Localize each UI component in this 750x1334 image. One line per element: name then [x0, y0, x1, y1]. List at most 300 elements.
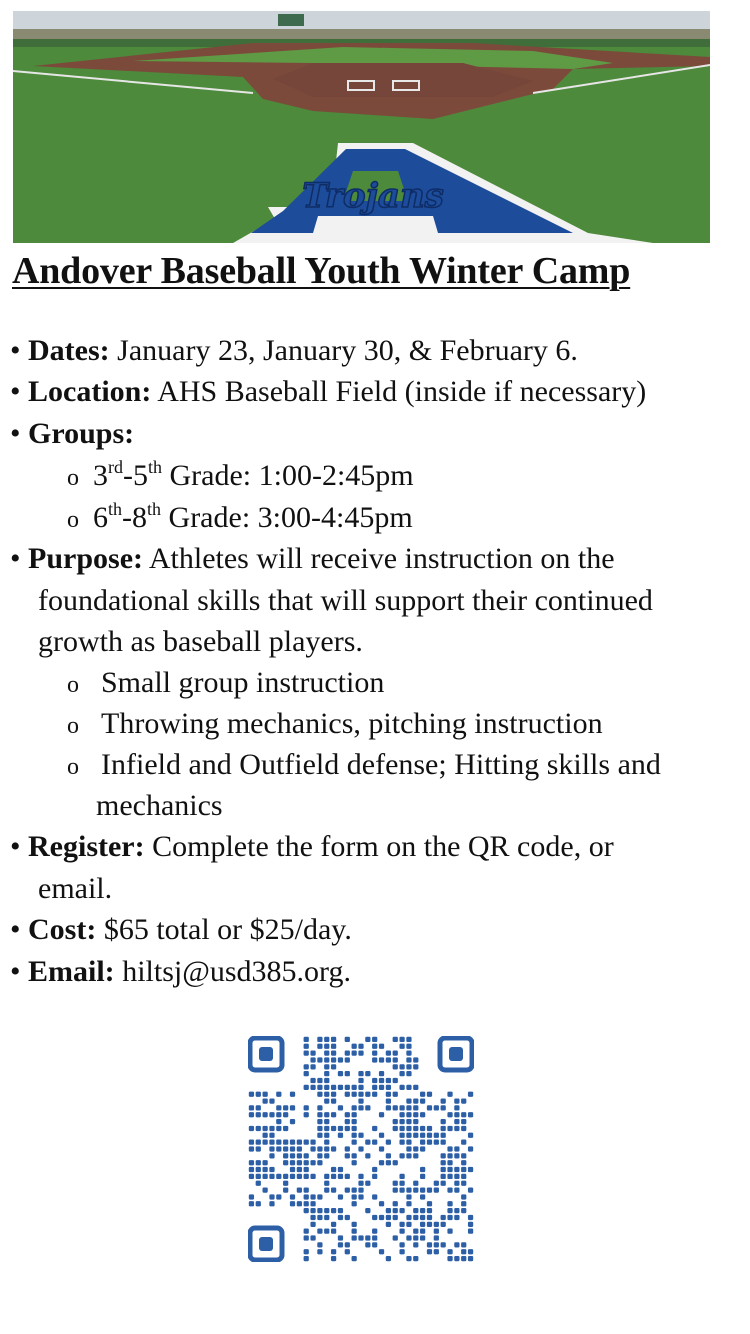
qr-module [290, 1167, 295, 1172]
qr-module [468, 1167, 473, 1172]
qr-module [454, 1112, 459, 1117]
qr-module [386, 1215, 391, 1220]
qr-modules [249, 1037, 473, 1261]
cost-label: Cost: [28, 913, 97, 946]
qr-module [393, 1181, 398, 1186]
qr-module [297, 1187, 302, 1192]
qr-module [304, 1044, 309, 1049]
qr-module [290, 1174, 295, 1179]
qr-module [420, 1215, 425, 1220]
qr-module [358, 1078, 363, 1083]
qr-module [399, 1208, 404, 1213]
qr-module [331, 1229, 336, 1234]
qr-module [406, 1201, 411, 1206]
qr-module [324, 1208, 329, 1213]
qr-module [249, 1194, 254, 1199]
qr-module [276, 1140, 281, 1145]
qr-module [413, 1112, 418, 1117]
qr-module [256, 1140, 261, 1145]
qr-module [358, 1181, 363, 1186]
qr-module [290, 1153, 295, 1158]
qr-module [393, 1215, 398, 1220]
qr-module [393, 1160, 398, 1165]
sub-bullet: o [67, 672, 79, 698]
qr-module [352, 1229, 357, 1234]
qr-module [413, 1133, 418, 1138]
qr-module [256, 1160, 261, 1165]
qr-module [317, 1208, 322, 1213]
qr-module [358, 1174, 363, 1179]
qr-module [345, 1146, 350, 1151]
qr-module [441, 1098, 446, 1103]
qr-module [420, 1194, 425, 1199]
qr-module [269, 1133, 274, 1138]
qr-module [372, 1078, 377, 1083]
qr-module [276, 1119, 281, 1124]
qr-module [269, 1153, 274, 1158]
qr-module [468, 1112, 473, 1117]
qr-module [399, 1249, 404, 1254]
qr-module [454, 1153, 459, 1158]
qr-module [379, 1133, 384, 1138]
qr-module [427, 1208, 432, 1213]
qr-module [249, 1167, 254, 1172]
qr-module [324, 1078, 329, 1083]
qr-module [399, 1119, 404, 1124]
qr-module [441, 1105, 446, 1110]
qr-module [372, 1057, 377, 1062]
dates-line [10, 331, 578, 371]
bullet: • [10, 334, 21, 367]
qr-module [331, 1092, 336, 1097]
qr-module [317, 1037, 322, 1042]
qr-module [393, 1051, 398, 1056]
qr-module [420, 1235, 425, 1240]
qr-module [454, 1256, 459, 1261]
purpose-label: Purpose: [28, 542, 144, 575]
qr-module [338, 1085, 343, 1090]
qr-module [352, 1153, 357, 1158]
qr-module [283, 1181, 288, 1186]
qr-module [441, 1222, 446, 1227]
qr-module [269, 1201, 274, 1206]
qr-module [345, 1242, 350, 1247]
qr-module [345, 1092, 350, 1097]
qr-module [420, 1146, 425, 1151]
qr-module [338, 1071, 343, 1076]
qr-module [317, 1249, 322, 1254]
qr-module [454, 1187, 459, 1192]
qr-module [304, 1037, 309, 1042]
qr-module [365, 1105, 370, 1110]
qr-module [413, 1064, 418, 1069]
purpose-item-1: o Small group instruction [67, 666, 385, 699]
qr-module [283, 1174, 288, 1179]
bullet: • [10, 375, 21, 408]
qr-module [427, 1105, 432, 1110]
qr-module [399, 1242, 404, 1247]
qr-module [365, 1037, 370, 1042]
qr-module [269, 1140, 274, 1145]
qr-module [454, 1181, 459, 1186]
qr-module [324, 1153, 329, 1158]
qr-module [454, 1146, 459, 1151]
qr-code[interactable] [248, 1036, 474, 1262]
qr-module [379, 1044, 384, 1049]
qr-module [434, 1105, 439, 1110]
location-line [10, 372, 646, 412]
qr-module [297, 1146, 302, 1151]
qr-module [263, 1174, 268, 1179]
qr-module [372, 1044, 377, 1049]
qr-module [345, 1153, 350, 1158]
qr-module [263, 1187, 268, 1192]
qr-module [269, 1194, 274, 1199]
register-line-2: email. [38, 872, 113, 905]
qr-module [372, 1174, 377, 1179]
purpose-item-3: o Infield and Outfield defense; Hitting skills and [67, 748, 661, 781]
qr-module [386, 1160, 391, 1165]
qr-module [310, 1222, 315, 1227]
qr-module [324, 1181, 329, 1186]
qr-module [386, 1153, 391, 1158]
qr-module [304, 1051, 309, 1056]
qr-module [454, 1105, 459, 1110]
qr-module [413, 1215, 418, 1220]
qr-module [420, 1174, 425, 1179]
qr-module [338, 1126, 343, 1131]
qr-module [399, 1229, 404, 1234]
qr-module [290, 1194, 295, 1199]
qr-module [441, 1140, 446, 1145]
qr-module [393, 1235, 398, 1240]
qr-module [386, 1098, 391, 1103]
qr-module [310, 1215, 315, 1220]
qr-module [310, 1208, 315, 1213]
qr-module [331, 1256, 336, 1261]
qr-module [399, 1174, 404, 1179]
qr-module [331, 1222, 336, 1227]
qr-module [345, 1249, 350, 1254]
qr-module [345, 1174, 350, 1179]
qr-module [393, 1201, 398, 1206]
qr-module [256, 1126, 261, 1131]
qr-module [317, 1105, 322, 1110]
qr-module [386, 1085, 391, 1090]
qr-module [297, 1153, 302, 1158]
qr-module [338, 1133, 343, 1138]
qr-module [269, 1174, 274, 1179]
qr-module [283, 1146, 288, 1151]
qr-module [441, 1126, 446, 1131]
email-line [10, 952, 351, 992]
qr-module [406, 1098, 411, 1103]
qr-module [317, 1229, 322, 1234]
qr-module [331, 1037, 336, 1042]
qr-module [352, 1044, 357, 1049]
qr-module [283, 1187, 288, 1192]
dates-label: Dates: [28, 334, 110, 367]
qr-module [338, 1105, 343, 1110]
qr-module [434, 1187, 439, 1192]
qr-module [447, 1112, 452, 1117]
qr-module [345, 1085, 350, 1090]
qr-module [372, 1167, 377, 1172]
qr-module [420, 1092, 425, 1097]
qr-module [276, 1105, 281, 1110]
qr-module [324, 1085, 329, 1090]
qr-module [406, 1119, 411, 1124]
qr-module [372, 1051, 377, 1056]
qr-module [413, 1098, 418, 1103]
qr-module [249, 1201, 254, 1206]
qr-module [427, 1133, 432, 1138]
qr-module [331, 1044, 336, 1049]
qr-module [393, 1064, 398, 1069]
sub-bullet: o [67, 754, 79, 780]
qr-module [352, 1194, 357, 1199]
qr-module [468, 1146, 473, 1151]
qr-module [317, 1242, 322, 1247]
qr-module [304, 1064, 309, 1069]
qr-module [447, 1215, 452, 1220]
qr-module [269, 1098, 274, 1103]
qr-module [413, 1256, 418, 1261]
qr-module [461, 1153, 466, 1158]
qr-module [276, 1126, 281, 1131]
qr-module [461, 1167, 466, 1172]
qr-module [399, 1140, 404, 1145]
qr-module [352, 1133, 357, 1138]
qr-module [317, 1119, 322, 1124]
qr-module [441, 1167, 446, 1172]
qr-module [269, 1126, 274, 1131]
qr-module [331, 1167, 336, 1172]
purpose-item-3-continued: mechanics [96, 789, 223, 822]
qr-module [338, 1208, 343, 1213]
qr-module [427, 1187, 432, 1192]
qr-module [420, 1126, 425, 1131]
qr-module [468, 1256, 473, 1261]
groups-label: Groups: [28, 417, 135, 450]
qr-module [331, 1085, 336, 1090]
qr-module [331, 1112, 336, 1117]
qr-module [441, 1119, 446, 1124]
qr-module [304, 1194, 309, 1199]
qr-module [283, 1112, 288, 1117]
qr-module [365, 1092, 370, 1097]
qr-module [324, 1119, 329, 1124]
qr-module [447, 1208, 452, 1213]
qr-module [454, 1167, 459, 1172]
qr-module [352, 1256, 357, 1261]
qr-module [434, 1181, 439, 1186]
qr-module [447, 1092, 452, 1097]
qr-module [406, 1235, 411, 1240]
qr-module [317, 1044, 322, 1049]
cost-line: • Cost: $65 total or $25/day. [10, 913, 352, 946]
qr-module [406, 1187, 411, 1192]
qr-module [447, 1174, 452, 1179]
qr-module [379, 1078, 384, 1083]
qr-module [304, 1235, 309, 1240]
qr-module [413, 1242, 418, 1247]
qr-module [345, 1057, 350, 1062]
qr-module [420, 1133, 425, 1138]
qr-module [304, 1167, 309, 1172]
qr-module [468, 1215, 473, 1220]
qr-module [461, 1201, 466, 1206]
qr-module [304, 1105, 309, 1110]
qr-module [304, 1140, 309, 1145]
qr-module [352, 1085, 357, 1090]
qr-module [358, 1051, 363, 1056]
qr-module [413, 1119, 418, 1124]
qr-module [454, 1098, 459, 1103]
qr-module [461, 1256, 466, 1261]
qr-module [324, 1098, 329, 1103]
bullet: • [10, 913, 21, 946]
bullet: • [10, 542, 21, 575]
qr-module [249, 1092, 254, 1097]
qr-module [317, 1085, 322, 1090]
qr-finder-bottom-left [250, 1228, 282, 1260]
qr-module [324, 1064, 329, 1069]
qr-module [324, 1215, 329, 1220]
qr-module [317, 1194, 322, 1199]
qr-module [256, 1181, 261, 1186]
qr-module [393, 1126, 398, 1131]
qr-module [461, 1126, 466, 1131]
page-title: Andover Baseball Youth Winter Camp [12, 250, 631, 292]
qr-module [441, 1153, 446, 1158]
qr-module [386, 1256, 391, 1261]
qr-module [406, 1085, 411, 1090]
qr-module [345, 1215, 350, 1220]
qr-module [468, 1249, 473, 1254]
qr-module [420, 1229, 425, 1234]
qr-module [447, 1167, 452, 1172]
qr-module [324, 1146, 329, 1151]
qr-module [324, 1112, 329, 1117]
qr-module [290, 1140, 295, 1145]
qr-module [331, 1057, 336, 1062]
qr-module [406, 1153, 411, 1158]
qr-module [345, 1119, 350, 1124]
qr-module [310, 1051, 315, 1056]
qr-module [420, 1140, 425, 1145]
qr-module [399, 1037, 404, 1042]
qr-module [249, 1174, 254, 1179]
qr-module [352, 1140, 357, 1145]
qr-module [304, 1085, 309, 1090]
qr-module [427, 1126, 432, 1131]
qr-module [338, 1167, 343, 1172]
qr-module [352, 1160, 357, 1165]
qr-module [427, 1222, 432, 1227]
qr-module [310, 1201, 315, 1206]
qr-module [358, 1098, 363, 1103]
qr-module [317, 1215, 322, 1220]
qr-module [461, 1249, 466, 1254]
qr-module [256, 1092, 261, 1097]
qr-module [468, 1133, 473, 1138]
qr-module [263, 1092, 268, 1097]
qr-module [283, 1105, 288, 1110]
qr-module [338, 1057, 343, 1062]
qr-module [365, 1071, 370, 1076]
bullet: • [10, 830, 21, 863]
qr-module [324, 1057, 329, 1062]
qr-module [434, 1235, 439, 1240]
qr-module [372, 1092, 377, 1097]
qr-module [297, 1167, 302, 1172]
qr-module [324, 1140, 329, 1145]
qr-module [263, 1133, 268, 1138]
purpose-line-2: foundational skills that will support their continued [38, 584, 653, 617]
qr-module [358, 1146, 363, 1151]
qr-module [393, 1119, 398, 1124]
qr-module [324, 1051, 329, 1056]
qr-module [441, 1215, 446, 1220]
qr-module [441, 1160, 446, 1165]
qr-module [372, 1215, 377, 1220]
qr-module [461, 1242, 466, 1247]
qr-module [406, 1126, 411, 1131]
qr-module [406, 1105, 411, 1110]
qr-module [345, 1187, 350, 1192]
qr-module [386, 1222, 391, 1227]
qr-module [454, 1215, 459, 1220]
qr-module [434, 1229, 439, 1234]
qr-module [352, 1092, 357, 1097]
qr-module [434, 1249, 439, 1254]
qr-module [379, 1249, 384, 1254]
qr-module [317, 1146, 322, 1151]
qr-module [365, 1242, 370, 1247]
sub-bullet: o [67, 465, 79, 491]
qr-module [365, 1140, 370, 1145]
qr-module [386, 1105, 391, 1110]
qr-module [358, 1194, 363, 1199]
qr-module [427, 1201, 432, 1206]
qr-module [290, 1105, 295, 1110]
qr-module [249, 1105, 254, 1110]
qr-module [331, 1051, 336, 1056]
qr-module [352, 1201, 357, 1206]
bullet: • [10, 955, 21, 988]
qr-module [406, 1222, 411, 1227]
qr-module [427, 1249, 432, 1254]
qr-module [386, 1208, 391, 1213]
qr-module [358, 1187, 363, 1192]
qr-module [304, 1187, 309, 1192]
qr-module [256, 1146, 261, 1151]
qr-module [441, 1181, 446, 1186]
qr-module [290, 1092, 295, 1097]
qr-module [263, 1098, 268, 1103]
qr-module [386, 1051, 391, 1056]
qr-module [447, 1249, 452, 1254]
qr-module [468, 1222, 473, 1227]
qr-module [304, 1229, 309, 1234]
qr-module [249, 1126, 254, 1131]
qr-module [338, 1235, 343, 1240]
qr-module [461, 1174, 466, 1179]
qr-module [420, 1112, 425, 1117]
trojans-logo-script: Trojans [302, 176, 444, 216]
qr-module [447, 1126, 452, 1131]
